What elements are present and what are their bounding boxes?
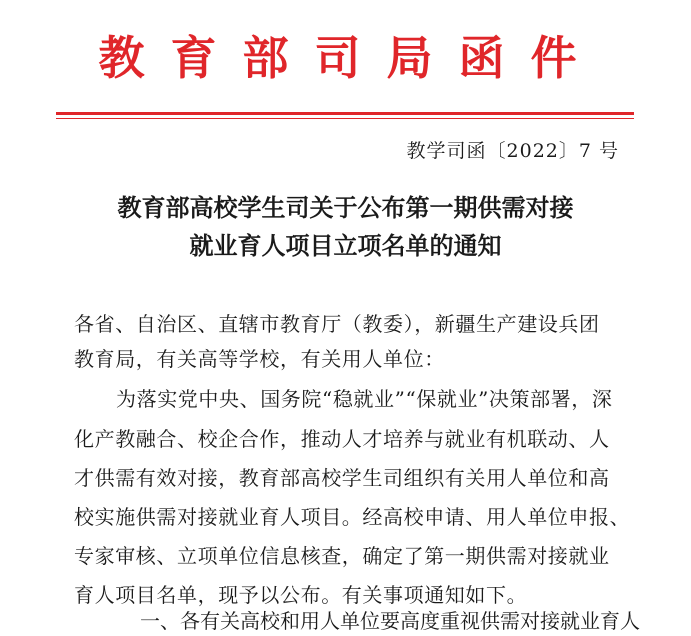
body-line-truncated: 一、各有关高校和用人单位要高度重视供需对接就业育人 <box>140 609 640 633</box>
body-line-paragraph-5: 专家审核、立项单位信息核查，确定了第一期供需对接就业 <box>74 544 610 568</box>
body-line-paragraph-2: 化产教融合、校企合作，推动人才培养与就业有机联动、人 <box>74 427 610 451</box>
letterhead-title: 教育部司局函件 <box>98 31 603 85</box>
letterhead-divider-thick <box>56 112 634 115</box>
body-line-paragraph-4: 校实施供需对接就业育人项目。经高校申请、用人单位申报、 <box>74 505 631 529</box>
letterhead-divider-thin <box>56 118 634 119</box>
body-line-salutation-2: 教育局，有关高等学校，有关用人单位： <box>74 347 445 371</box>
body-line-salutation-1: 各省、自治区、直辖市教育厅（教委），新疆生产建设兵团 <box>74 312 600 336</box>
document-number: 教学司函〔2022〕7 号 <box>406 140 619 162</box>
body-line-paragraph-6: 育人项目名单，现予以公布。有关事项通知如下。 <box>74 583 528 607</box>
body-line-paragraph-3: 才供需有效对接，教育部高校学生司组织有关用人单位和高 <box>74 466 610 490</box>
document-title-line-2: 就业育人项目立项名单的通知 <box>189 231 502 260</box>
body-line-paragraph-1: 为落实党中央、国务院“稳就业”“保就业”决策部署，深 <box>116 387 613 411</box>
document-title-line-1: 教育部高校学生司关于公布第一期供需对接 <box>117 193 574 222</box>
page-cutoff-region <box>0 606 691 633</box>
